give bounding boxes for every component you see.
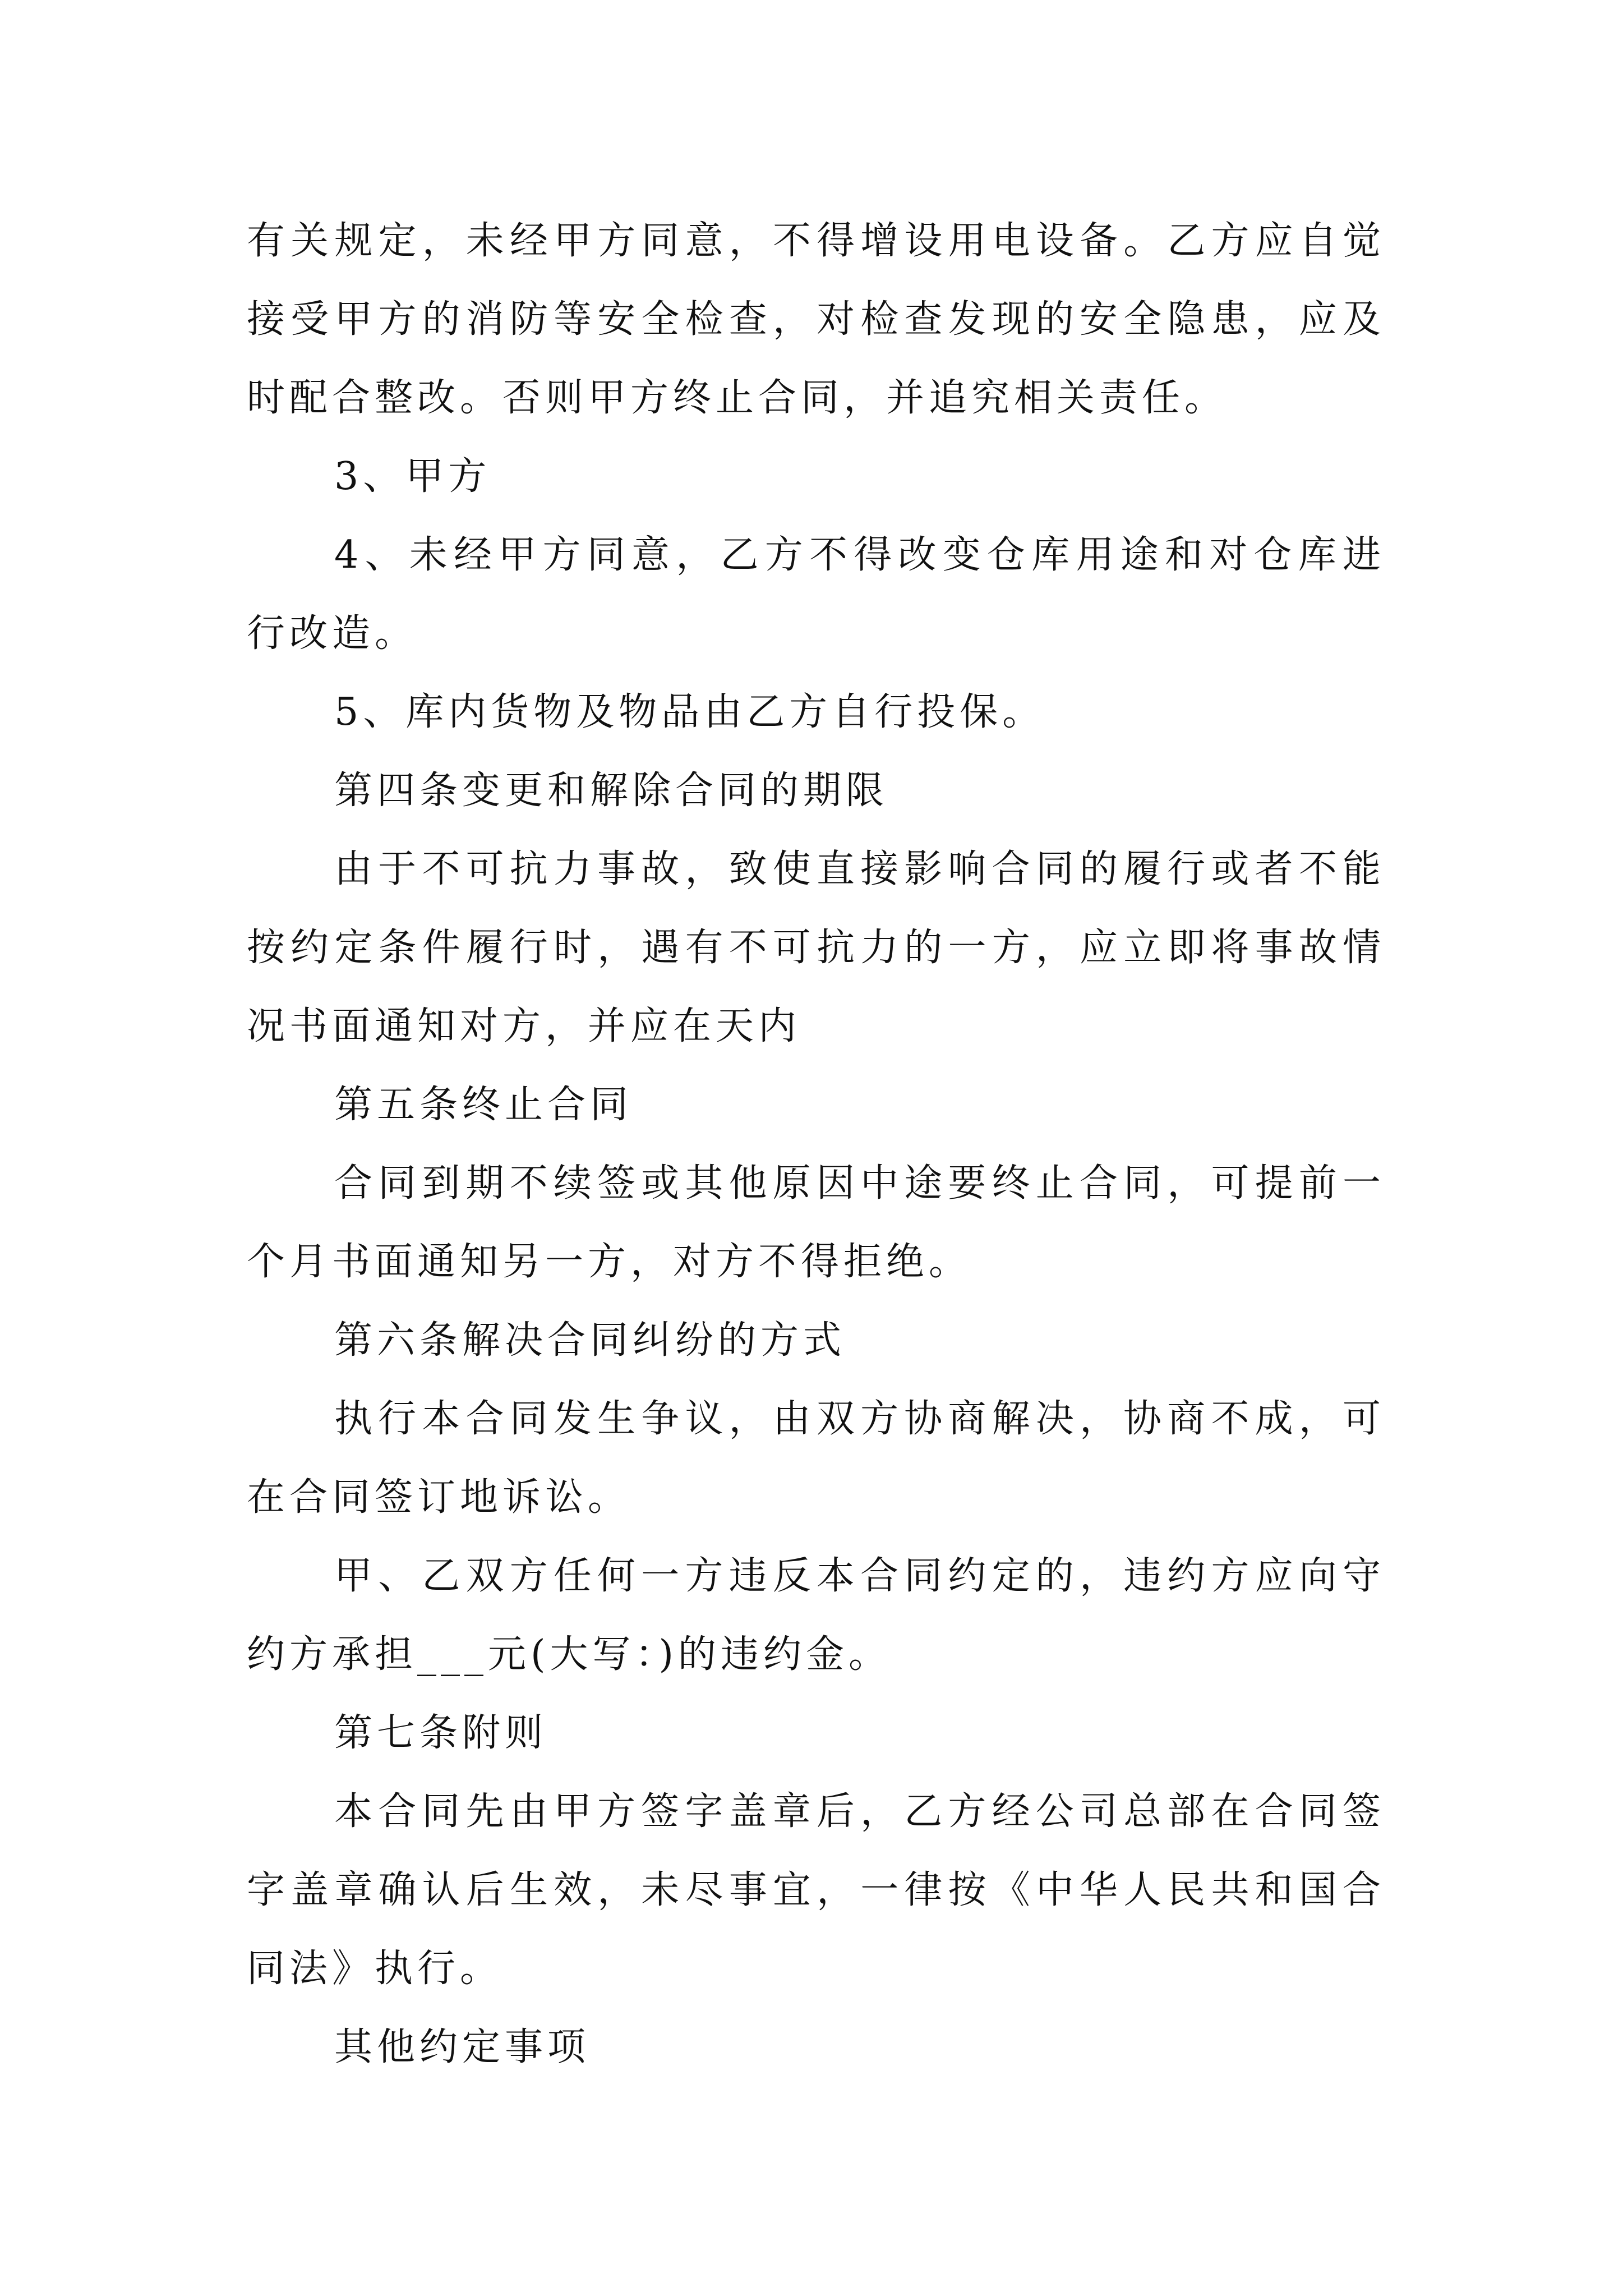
paragraph-breach-penalty: 甲、乙双方任何一方违反本合同约定的，违约方应向守约方承担___元(大写：)的违约金。 (247, 1554, 1385, 1677)
paragraph-clause-3: 3、甲方 (334, 454, 491, 499)
paragraph-clause-4: 4、未经甲方同意，乙方不得改变仓库用途和对仓库进行改造。 (247, 533, 1385, 656)
document-body (247, 202, 1385, 2087)
paragraph-effectiveness: 本合同先由甲方签字盖章后，乙方经公司总部在合同签字盖章确认后生效，未尽事宜，一律按《中华人民共和国合同法》执行。 (247, 1789, 1385, 1991)
paragraph-termination: 合同到期不续签或其他原因中途要终止合同，可提前一个月书面通知另一方，对方不得拒绝。 (247, 1161, 1385, 1284)
paragraph-safety-inspection: 有关规定，未经甲方同意，不得增设用电设备。乙方应自觉接受甲方的消防等安全检查，对检查发现的安全隐患，应及时配合整改。否则甲方终止合同，并追究相关责任。 (247, 219, 1385, 420)
heading-article-7: 第七条附则 (334, 1711, 548, 1755)
paragraph-clause-5: 5、库内货物及物品由乙方自行投保。 (334, 690, 1045, 734)
heading-other-matters: 其他约定事项 (334, 2025, 591, 2069)
heading-article-6: 第六条解决合同纠纷的方式 (334, 1318, 846, 1363)
paragraph-dispute-resolution: 执行本合同发生争议，由双方协商解决，协商不成，可在合同签订地诉讼。 (247, 1397, 1385, 1520)
heading-article-5: 第五条终止合同 (334, 1083, 633, 1127)
paragraph-force-majeure: 由于不可抗力事故，致使直接影响合同的履行或者不能按约定条件履行时，遇有不可抗力的一方，应立即将事故情况书面通知对方，并应在天内 (247, 847, 1385, 1048)
heading-article-4: 第四条变更和解除合同的期限 (334, 769, 889, 813)
